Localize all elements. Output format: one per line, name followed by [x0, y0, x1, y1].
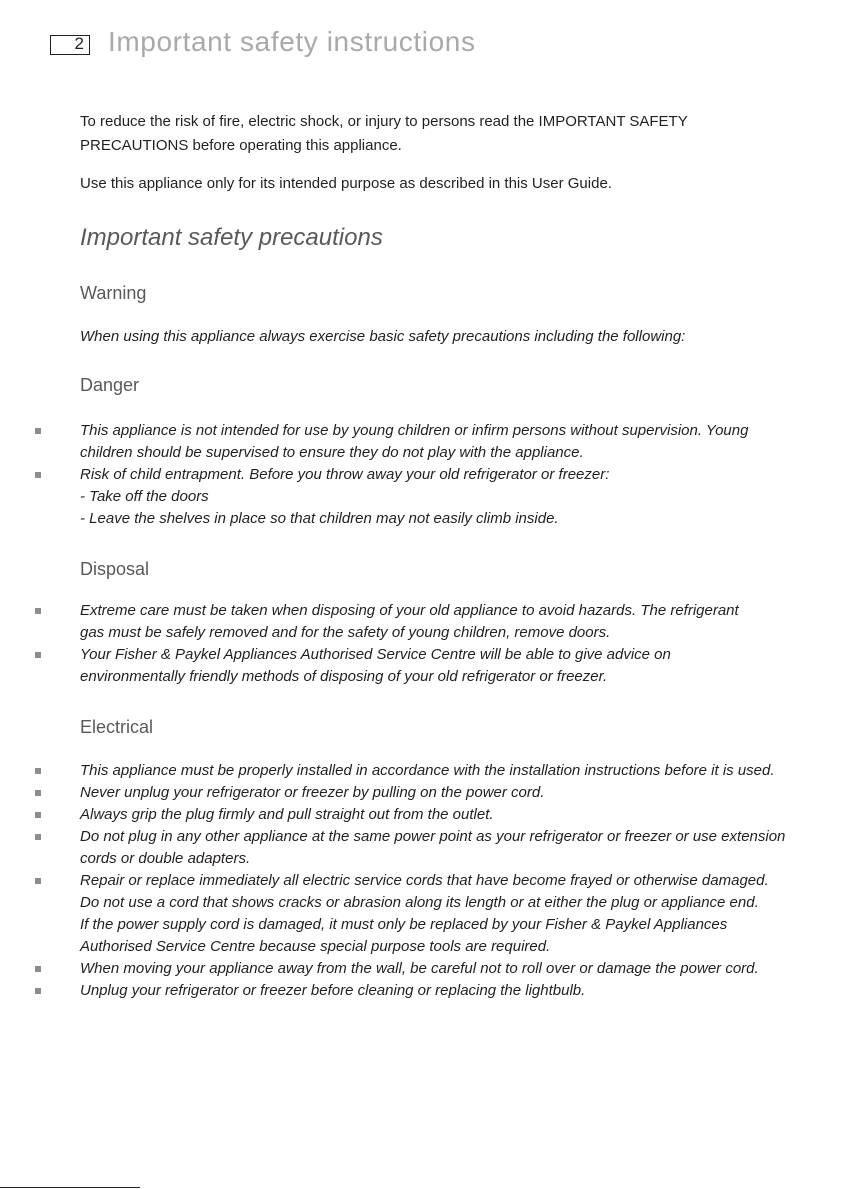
bullet-icon — [35, 966, 41, 972]
footer-rule — [0, 1187, 140, 1188]
list-item-text: Repair or replace immediately all electric service cords that have become frayed or otherwise damaged. Do not use a cord that shows cracks or abrasion along its length or at either the plug or appliance end. If the power supply cord is damaged, it must only be replaced by your Fisher & Paykel Appliances Authorised Service Centre because special purpose tools are required. — [80, 872, 769, 955]
bullet-icon — [35, 428, 41, 434]
bullet-icon — [35, 834, 41, 840]
bullet-icon — [35, 608, 41, 614]
list-item-text: This appliance must be properly installed in accordance with the installation instructions before it is used. — [80, 762, 775, 779]
list-item — [80, 760, 785, 782]
electrical-heading: Electrical — [80, 717, 154, 737]
list-item — [80, 958, 795, 980]
bullet-icon — [35, 878, 41, 884]
page-number-box — [50, 35, 90, 55]
list-item-text: Unplug your refrigerator or freezer before cleaning or replacing the lightbulb. — [80, 982, 586, 999]
bullet-icon — [35, 790, 41, 796]
list-item — [80, 644, 730, 688]
bullet-icon — [35, 472, 41, 478]
electrical-list — [80, 760, 800, 1002]
bullet-icon — [35, 988, 41, 994]
warning-text: When using this appliance always exercise basic safety precautions including the following: — [80, 328, 686, 345]
intro-paragraph: Use this appliance only for its intended purpose as described in this User Guide. — [80, 175, 612, 192]
list-item-text: Do not plug in any other appliance at the same power point as your refrigerator or freezer or use extension cords or double adapters. — [80, 828, 786, 867]
bullet-icon — [35, 768, 41, 774]
list-item-text: Risk of child entrapment. Before you throw away your old refrigerator or freezer: - Take off the doors - Leave the shelves in place so that children may not easily climb inside. — [80, 466, 610, 527]
danger-list — [80, 420, 800, 530]
list-item — [80, 600, 750, 644]
list-item — [80, 420, 780, 464]
disposal-list — [80, 600, 800, 688]
precautions-heading: Important safety precautions — [80, 224, 383, 251]
list-item — [80, 804, 800, 826]
list-item — [80, 980, 800, 1002]
list-item — [80, 826, 790, 870]
disposal-heading: Disposal — [80, 559, 150, 579]
list-item-text: This appliance is not intended for use by young children or infirm persons without supervision. Young children should be supervised to ensure they do not play with the appliance. — [80, 422, 749, 461]
intro-paragraph: To reduce the risk of fire, electric shock, or injury to persons read the IMPORTANT SAFETY PRECAUTIONS before operating this appliance. — [80, 113, 688, 154]
warning-heading: Warning — [80, 283, 147, 303]
list-item — [80, 782, 800, 804]
list-item-text: Extreme care must be taken when disposing of your old appliance to avoid hazards. The refrigerant gas must be safely removed and for the safety of young children, remove doors. — [80, 602, 739, 641]
list-item-text: Never unplug your refrigerator or freezer by pulling on the power cord. — [80, 784, 545, 801]
page-title: Important safety instructions — [108, 26, 476, 57]
bullet-icon — [35, 652, 41, 658]
page-number: 2 — [74, 34, 84, 53]
list-item — [80, 464, 800, 530]
bullet-icon — [35, 812, 41, 818]
list-item-text: Always grip the plug firmly and pull straight out from the outlet. — [80, 806, 494, 823]
list-item-text: Your Fisher & Paykel Appliances Authorised Service Centre will be able to give advice on environmentally friendly methods of disposing of your old refrigerator or freezer. — [80, 646, 671, 685]
list-item-text: When moving your appliance away from the wall, be careful not to roll over or damage the power cord. — [80, 960, 759, 977]
danger-heading: Danger — [80, 375, 140, 395]
list-item — [80, 870, 788, 958]
